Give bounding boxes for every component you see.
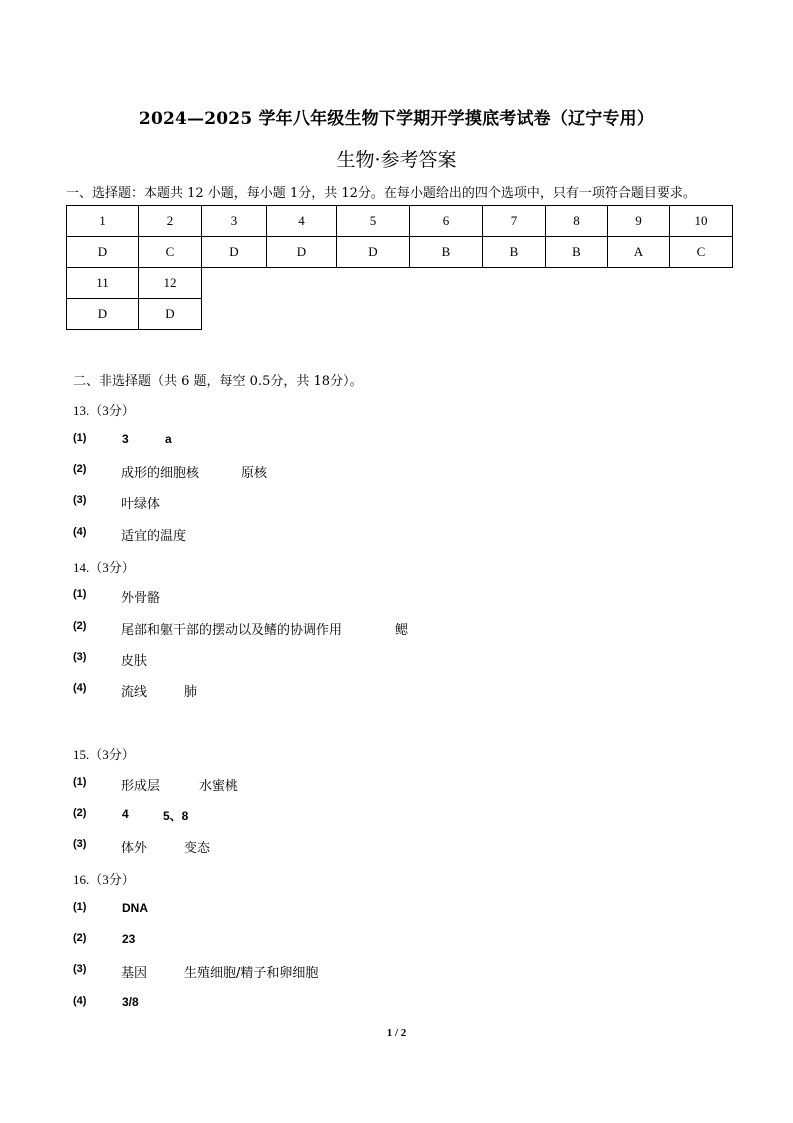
answer-text: DNA xyxy=(122,901,148,915)
sub-question-number: (2) xyxy=(73,463,87,475)
page-number: 1 / 2 xyxy=(386,1027,407,1039)
answer-cell: C xyxy=(670,237,733,268)
answer-text: 原核 xyxy=(241,466,268,481)
answer-line xyxy=(73,901,723,921)
sub-question-number: (1) xyxy=(73,776,87,788)
answer-line xyxy=(73,651,723,671)
question-15-heading: 15.（3分） xyxy=(73,747,135,762)
answer-cell: A xyxy=(608,237,670,268)
answer-text: a xyxy=(165,432,172,446)
question-16-heading: 16.（3分） xyxy=(73,872,135,887)
sub-question-number: (2) xyxy=(73,620,87,632)
document-title: 2024—2025 学年八年级生物下学期开学摸底考试卷（辽宁专用） xyxy=(138,109,655,129)
answer-text: 4 xyxy=(122,807,129,821)
sub-question-number: (3) xyxy=(73,838,87,850)
document-subtitle: 生物·参考答案 xyxy=(336,149,457,171)
sub-question-number: (3) xyxy=(73,963,87,975)
sub-question-number: (3) xyxy=(73,651,87,663)
answer-text: 变态 xyxy=(184,841,211,856)
answer-line xyxy=(73,995,723,1015)
answer-line xyxy=(73,432,723,452)
answer-text: 生殖细胞/精子和卵细胞 xyxy=(184,966,319,981)
answer-text: 3 xyxy=(122,432,129,446)
answer-text: 适宜的温度 xyxy=(121,529,187,544)
answer-cell: D xyxy=(202,237,267,268)
answer-cell: B xyxy=(410,237,483,268)
answer-text: 体外 xyxy=(121,841,148,856)
answer-line xyxy=(73,838,723,858)
answer-cell: D xyxy=(67,237,139,268)
question-number-cell: 5 xyxy=(337,206,410,237)
answer-text: 5、8 xyxy=(163,809,189,823)
answer-text: 形成层 xyxy=(121,779,161,794)
answer-text: 基因 xyxy=(121,966,148,981)
answer-row xyxy=(67,237,733,268)
answer-text: 外骨骼 xyxy=(121,591,161,606)
answer-line xyxy=(73,588,723,608)
question-number-cell: 11 xyxy=(67,268,139,299)
answer-cell: D xyxy=(139,299,202,330)
sub-question-number: (1) xyxy=(73,588,87,600)
answer-cell: B xyxy=(546,237,608,268)
sub-question-number: (2) xyxy=(73,807,87,819)
sub-question-number: (4) xyxy=(73,526,87,538)
answer-cell: D xyxy=(337,237,410,268)
answer-text: 水蜜桃 xyxy=(199,779,239,794)
answer-cell: D xyxy=(267,237,337,268)
question-number-cell: 8 xyxy=(546,206,608,237)
sub-question-number: (1) xyxy=(73,432,87,444)
answer-line xyxy=(73,776,723,796)
question-number-row xyxy=(67,268,733,299)
answer-text: 鳃 xyxy=(395,623,409,638)
answer-line xyxy=(73,463,723,483)
answer-line xyxy=(73,620,723,640)
question-13-heading: 13.（3分） xyxy=(73,403,135,418)
answer-line xyxy=(73,963,723,983)
answer-cell: C xyxy=(139,237,202,268)
answer-text: 23 xyxy=(122,932,136,946)
answer-text: 肺 xyxy=(184,685,198,700)
answer-line xyxy=(73,682,723,702)
question-number-cell: 1 xyxy=(67,206,139,237)
question-number-cell: 7 xyxy=(483,206,546,237)
sub-question-number: (2) xyxy=(73,932,87,944)
answer-text: 成形的细胞核 xyxy=(121,466,200,481)
sub-question-number: (4) xyxy=(73,682,87,694)
answer-line xyxy=(73,932,723,952)
empty-cell xyxy=(202,268,733,299)
answer-line xyxy=(73,494,723,514)
answer-cell: B xyxy=(483,237,546,268)
question-number-cell: 6 xyxy=(410,206,483,237)
answer-line xyxy=(73,526,723,546)
question-number-cell: 3 xyxy=(202,206,267,237)
question-14-heading: 14.（3分） xyxy=(73,560,135,575)
sub-question-number: (1) xyxy=(73,901,87,913)
answer-text: 尾部和躯干部的摆动以及鳍的协调作用 xyxy=(121,623,343,638)
answer-cell: D xyxy=(67,299,139,330)
answer-text: 流线 xyxy=(121,685,148,700)
sub-question-number: (3) xyxy=(73,494,87,506)
answer-text: 皮肤 xyxy=(121,654,148,669)
answer-table xyxy=(66,205,733,330)
section1-heading: 一、选择题：本题共 12 小题，每小题 1分，共 12分。在每小题给出的四个选项中，只有一项符合题目要求。 xyxy=(66,186,696,201)
section2-heading: 二、非选择题（共 6 题，每空 0.5分，共 18分）。 xyxy=(73,374,363,389)
question-number-cell: 9 xyxy=(608,206,670,237)
answer-text: 叶绿体 xyxy=(121,497,161,512)
answer-row xyxy=(67,299,733,330)
question-number-cell: 2 xyxy=(139,206,202,237)
question-number-row xyxy=(67,206,733,237)
question-number-cell: 12 xyxy=(139,268,202,299)
answer-line xyxy=(73,807,723,827)
question-number-cell: 10 xyxy=(670,206,733,237)
empty-cell xyxy=(202,299,733,330)
question-number-cell: 4 xyxy=(267,206,337,237)
sub-question-number: (4) xyxy=(73,995,87,1007)
answer-text: 3/8 xyxy=(122,995,139,1009)
